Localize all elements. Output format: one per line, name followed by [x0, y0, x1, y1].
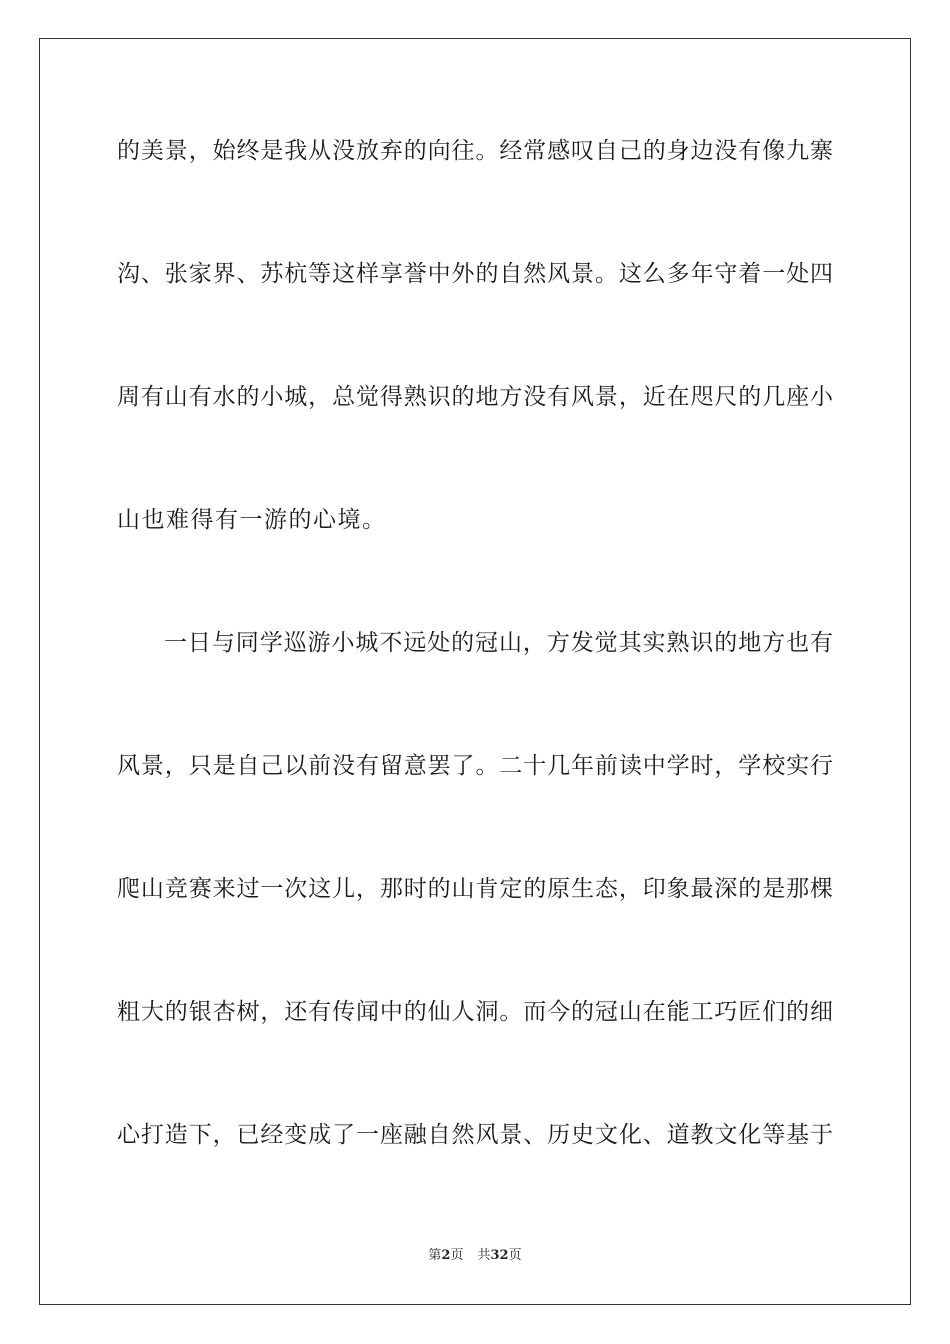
page-unit: 页: [450, 1248, 464, 1263]
page-prefix: 第: [428, 1248, 442, 1263]
paragraph-line-5: 一日与同学巡游小城不远处的冠山，方发觉其实熟识的地方也有: [164, 630, 833, 656]
paragraph-line-9: 心打造下，已经变成了一座融自然风景、历史文化、道教文化等基于: [117, 1122, 833, 1148]
paragraph-line-4: 山也难得有一游的心境。: [117, 507, 387, 533]
paragraph-line-7: 爬山竞赛来过一次这儿，那时的山肯定的原生态，印象最深的是那棵: [117, 876, 833, 902]
page-border: [39, 38, 911, 1305]
paragraph-line-2: 沟、张家界、苏杭等这样享誉中外的自然风景。这么多年守着一处四: [117, 261, 833, 287]
page-footer: [0, 1247, 950, 1265]
paragraph-line-6: 风景，只是自己以前没有留意罢了。二十几年前读中学时，学校实行: [117, 753, 833, 779]
paragraph-line-8: 粗大的银杏树，还有传闻中的仙人洞。而今的冠山在能工巧匠们的细: [117, 999, 833, 1025]
paragraph-line-3: 周有山有水的小城，总觉得熟识的地方没有风景，近在咫尺的几座小: [117, 384, 833, 410]
total-prefix: 共: [477, 1248, 491, 1263]
paragraph-line-1: 的美景，始终是我从没放弃的向往。经常感叹自己的身边没有像九寨: [117, 138, 833, 164]
total-unit: 页: [508, 1248, 522, 1263]
page-current: 2: [441, 1248, 451, 1263]
page-total: 32: [490, 1248, 509, 1263]
